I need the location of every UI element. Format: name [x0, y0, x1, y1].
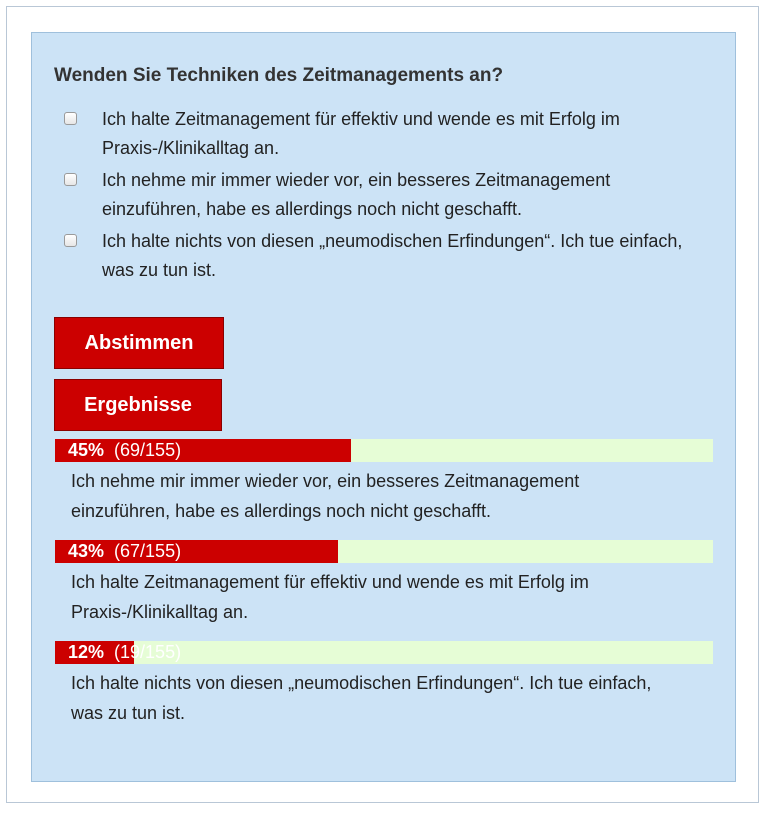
poll-option — [64, 227, 704, 285]
result-bar-label — [68, 540, 181, 563]
option-label: Ich nehme mir immer wieder vor, ein besseres Zeitmanagement einzuführen, habe es allerdings noch nicht geschafft. — [102, 170, 611, 219]
results-button[interactable]: Ergebnisse — [54, 379, 222, 431]
result-bar-label — [68, 439, 181, 462]
result-bar-label — [68, 641, 181, 664]
option-checkbox[interactable] — [64, 112, 77, 125]
result-bar — [55, 641, 713, 664]
result-percent: 43% — [68, 541, 105, 561]
option-checkbox[interactable] — [64, 234, 77, 247]
result-item — [55, 540, 713, 627]
result-count: (69/155) — [114, 440, 182, 460]
result-percent: 45% — [68, 440, 105, 460]
result-bar — [55, 439, 713, 462]
option-checkbox[interactable] — [64, 173, 77, 186]
result-answer: Ich nehme mir immer wieder vor, ein besseres Zeitmanagement einzuführen, habe es allerdings noch nicht geschafft. — [71, 471, 580, 521]
result-item — [55, 439, 713, 526]
result-answer: Ich halte nichts von diesen „neumodischen Erfindungen“. Ich tue einfach, was zu tun ist. — [71, 673, 652, 723]
poll-options — [64, 105, 704, 288]
poll-option — [64, 105, 704, 163]
poll-option — [64, 166, 704, 224]
vote-button[interactable]: Abstimmen — [54, 317, 224, 369]
option-label: Ich halte Zeitmanagement für effektiv und wende es mit Erfolg im Praxis-/Klinikalltag an. — [102, 109, 620, 158]
result-count: (19/155) — [114, 642, 182, 662]
poll-results — [55, 439, 713, 742]
result-count: (67/155) — [114, 541, 182, 561]
result-bar — [55, 540, 713, 563]
option-label: Ich halte nichts von diesen „neumodischen Erfindungen“. Ich tue einfach, was zu tun ist. — [102, 231, 683, 280]
poll-frame — [6, 6, 759, 803]
result-item — [55, 641, 713, 728]
poll-panel — [31, 32, 736, 782]
result-answer: Ich halte Zeitmanagement für effektiv und wende es mit Erfolg im Praxis-/Klinikalltag an. — [71, 572, 589, 622]
poll-question: Wenden Sie Techniken des Zeitmanagements an? — [54, 65, 504, 86]
result-percent: 12% — [68, 642, 105, 662]
